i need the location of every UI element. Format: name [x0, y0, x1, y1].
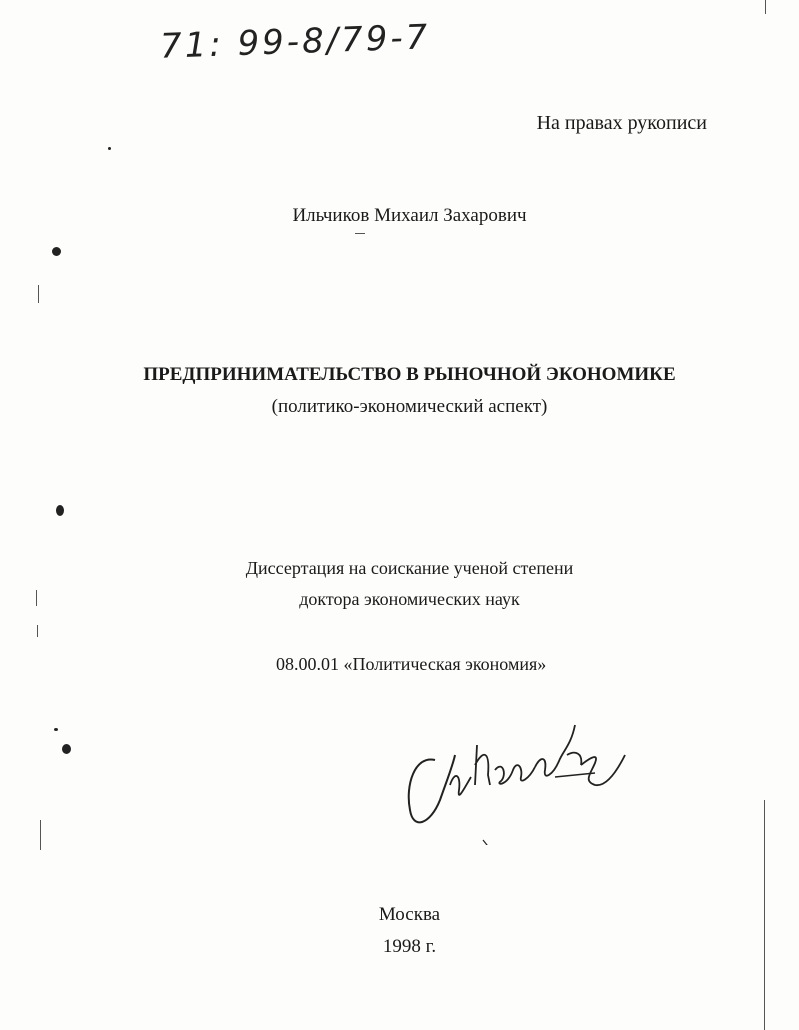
- scan-edge-mark: [40, 820, 41, 850]
- scan-speck: [52, 247, 61, 256]
- scan-edge-mark: [38, 285, 39, 303]
- scan-speck: [56, 505, 64, 516]
- dissertation-subtitle: (политико-экономический аспект): [271, 396, 548, 417]
- degree-line-1: Диссертация на соискание ученой степени: [245, 558, 574, 578]
- year: 1998 г.: [382, 936, 437, 957]
- rights-note: На правах рукописи: [536, 112, 707, 134]
- city: Москва: [378, 904, 441, 925]
- signature-image: [395, 715, 635, 845]
- scan-speck: [108, 147, 111, 150]
- scan-speck: [54, 728, 58, 731]
- author-name: Ильчиков Михаил Захарович: [292, 205, 527, 226]
- specialty-code: 08.00.01 «Политическая экономия»: [276, 654, 547, 674]
- scan-edge-mark: [355, 233, 365, 234]
- archive-code: 71: 99-8/79-7: [159, 17, 431, 67]
- dissertation-title: ПРЕДПРИНИМАТЕЛЬСТВО В РЫНОЧНОЙ ЭКОНОМИКЕ: [143, 364, 676, 385]
- scan-edge-mark: [37, 625, 38, 637]
- degree-line-2: доктора экономических наук: [299, 589, 520, 609]
- scan-edge-mark: [764, 800, 765, 1030]
- scan-edge-mark: [765, 0, 766, 14]
- scan-edge-mark: [36, 590, 37, 606]
- scan-speck: [62, 744, 71, 754]
